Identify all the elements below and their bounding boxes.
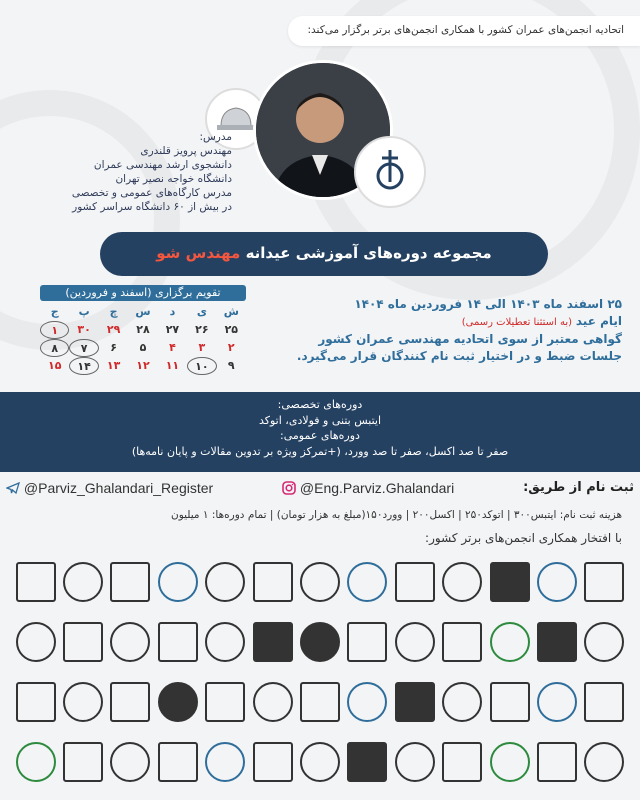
title-main: مجموعه دوره‌های آموزشی عیدانه [245, 244, 492, 262]
partner-logo [535, 554, 578, 610]
partner-logo [251, 734, 294, 790]
partner-logo [61, 614, 104, 670]
calendar-day: ۲۸ [136, 323, 150, 336]
calendar-day: ۲۷ [165, 323, 180, 336]
partner-logo [109, 674, 152, 730]
partner-logo [204, 554, 247, 610]
partner-logo [298, 554, 341, 610]
courses-section [0, 392, 640, 472]
partner-logo [204, 614, 247, 670]
calendar-day: ۱۳ [106, 359, 121, 372]
partners-title: با افتخار همکاری انجمن‌های برتر کشور: [425, 531, 622, 545]
instructor-line: دانشگاه خواجه نصیر تهران [115, 173, 232, 185]
instructor-label: مدرس: [199, 131, 232, 143]
telegram-icon [6, 481, 20, 495]
partner-logo [61, 554, 104, 610]
specialized-courses: ایتبس بتنی و فولادی، اتوکد [258, 413, 382, 427]
partner-logo [109, 734, 152, 790]
partner-logo [156, 734, 199, 790]
calendar-day: ۴ [169, 341, 176, 354]
partner-logo [535, 734, 578, 790]
calendar-day-header: ش [223, 305, 239, 318]
telegram-handle: @Parviz_Ghalandari_Register [23, 480, 214, 496]
title-highlight: مهندس شو [156, 244, 241, 262]
price-list: هزینه ثبت نام: ایتبس۳۰۰ | اتوکد۲۵۰ | اکسل۲۰۰ | وورد۱۵۰(مبلغ به هزار تومان) | تمام دوره‌ها: ۱ میلیون [170, 509, 622, 521]
instructor-line: مدرس کارگاه‌های عمومی و تخصصی [71, 187, 232, 199]
partner-logo [393, 554, 436, 610]
partner-logo [298, 674, 341, 730]
calendar-day: ۹ [227, 359, 235, 372]
instructor-line: دانشجوی ارشد مهندسی عمران [93, 159, 232, 171]
partner-logo [14, 674, 57, 730]
partner-logo [109, 614, 152, 670]
partner-logo [346, 674, 389, 730]
partner-logo [14, 734, 57, 790]
organizer-banner: اتحادیه انجمن‌های عمران کشور با همکاری انجمن‌های برتر برگزار می‌کند: [288, 16, 640, 46]
partner-logo [440, 554, 483, 610]
calendar [40, 285, 246, 375]
partner-logo [393, 674, 436, 730]
partner-logos-grid [14, 554, 626, 794]
instructor-name: مهندس پرویز قلندری [140, 145, 232, 157]
association-logo [354, 136, 426, 208]
partner-logo [393, 734, 436, 790]
partner-logo [14, 554, 57, 610]
partner-logo [204, 674, 247, 730]
calendar-day: ۲۹ [106, 323, 121, 336]
calendar-day: ۲۵ [224, 323, 238, 336]
partner-logo [346, 734, 389, 790]
calendar-day: ۶ [110, 341, 117, 354]
partner-logo [298, 734, 341, 790]
partner-logo [109, 554, 152, 610]
partner-logo [488, 674, 531, 730]
calendar-day: ۱۱ [165, 359, 180, 372]
calendar-day-header: ج [50, 305, 59, 318]
partner-logo [440, 734, 483, 790]
partner-logo [440, 674, 483, 730]
schedule-holidays: ایام عید [575, 314, 622, 328]
partner-logo [535, 674, 578, 730]
partner-logo [298, 614, 341, 670]
calendar-day: ۱۵ [48, 359, 62, 372]
calendar-day-header: س [135, 305, 151, 318]
schedule-info [262, 296, 622, 365]
partner-logo [14, 614, 57, 670]
specialized-courses-label: دوره‌های تخصصی: [277, 398, 363, 411]
general-courses: صفر تا صد اکسل، صفر تا صد وورد، (+تمرکز ویژه بر تدوین مقالات و پایان نامه‌ها) [131, 444, 509, 458]
calendar-day-header: ی [196, 305, 207, 318]
calendar-grid [40, 303, 246, 375]
partner-logo [251, 614, 294, 670]
partner-logo [346, 614, 389, 670]
instructor-line: در بیش از ۶۰ دانشگاه سراسر کشور [72, 201, 232, 213]
calendar-day: ۷ [69, 339, 98, 357]
instagram-handle: @Eng.Parviz.Ghalandari [299, 480, 455, 496]
partner-logo [156, 554, 199, 610]
calendar-day: ۸ [40, 339, 69, 357]
telegram-link[interactable] [6, 480, 213, 496]
schedule-dates: ۲۵ اسفند ماه ۱۴۰۳ الی ۱۴ فروردین ماه ۱۴۰۴ [354, 297, 622, 311]
partner-logo [488, 614, 531, 670]
certificate-note: گواهی معتبر از سوی اتحادیه مهندسی عمران کشور [318, 332, 622, 346]
partner-logo [440, 614, 483, 670]
calendar-day: ۱۴ [69, 357, 98, 375]
partner-logo [156, 614, 199, 670]
partner-logo [251, 674, 294, 730]
partner-logo [346, 554, 389, 610]
calendar-day: ۵ [139, 341, 147, 354]
partner-logo [393, 614, 436, 670]
partner-logo [583, 614, 626, 670]
schedule-exception: (به استثنا تعطیلات رسمی) [461, 317, 573, 328]
calendar-day: ۱۲ [136, 359, 150, 372]
calendar-day-header: چ [109, 305, 118, 318]
calendar-day: ۳۰ [77, 323, 91, 336]
calendar-day: ۱۰ [187, 357, 216, 375]
registration-row [0, 477, 640, 501]
general-courses-label: دوره‌های عمومی: [280, 429, 360, 442]
calendar-day: ۳ [198, 341, 206, 354]
calendar-day: ۲ [227, 341, 235, 354]
partner-logo [61, 674, 104, 730]
partner-logo [156, 674, 199, 730]
partner-logo [488, 734, 531, 790]
partner-logo [251, 554, 294, 610]
instructor-info [32, 130, 232, 214]
association-emblem-icon [356, 138, 424, 206]
calendar-day: ۱ [40, 321, 69, 339]
partner-logo [583, 674, 626, 730]
partner-logo [583, 554, 626, 610]
partner-logo [583, 734, 626, 790]
partner-logo [204, 734, 247, 790]
calendar-day-header: پ [78, 305, 90, 318]
calendar-day-header: د [169, 305, 176, 318]
instagram-link[interactable] [282, 480, 454, 496]
calendar-header: تقویم برگزاری (اسفند و فروردین) [40, 285, 246, 301]
registration-label: ثبت نام از طریق: [523, 480, 634, 495]
calendar-day: ۲۶ [195, 323, 209, 336]
partner-logo [535, 614, 578, 670]
recording-note: جلسات ضبط و در اختیار ثبت نام کنندگان قرار می‌گیرد. [296, 349, 622, 363]
page-title [100, 232, 548, 276]
instagram-icon [282, 481, 296, 495]
partner-logo [61, 734, 104, 790]
partner-logo [488, 554, 531, 610]
